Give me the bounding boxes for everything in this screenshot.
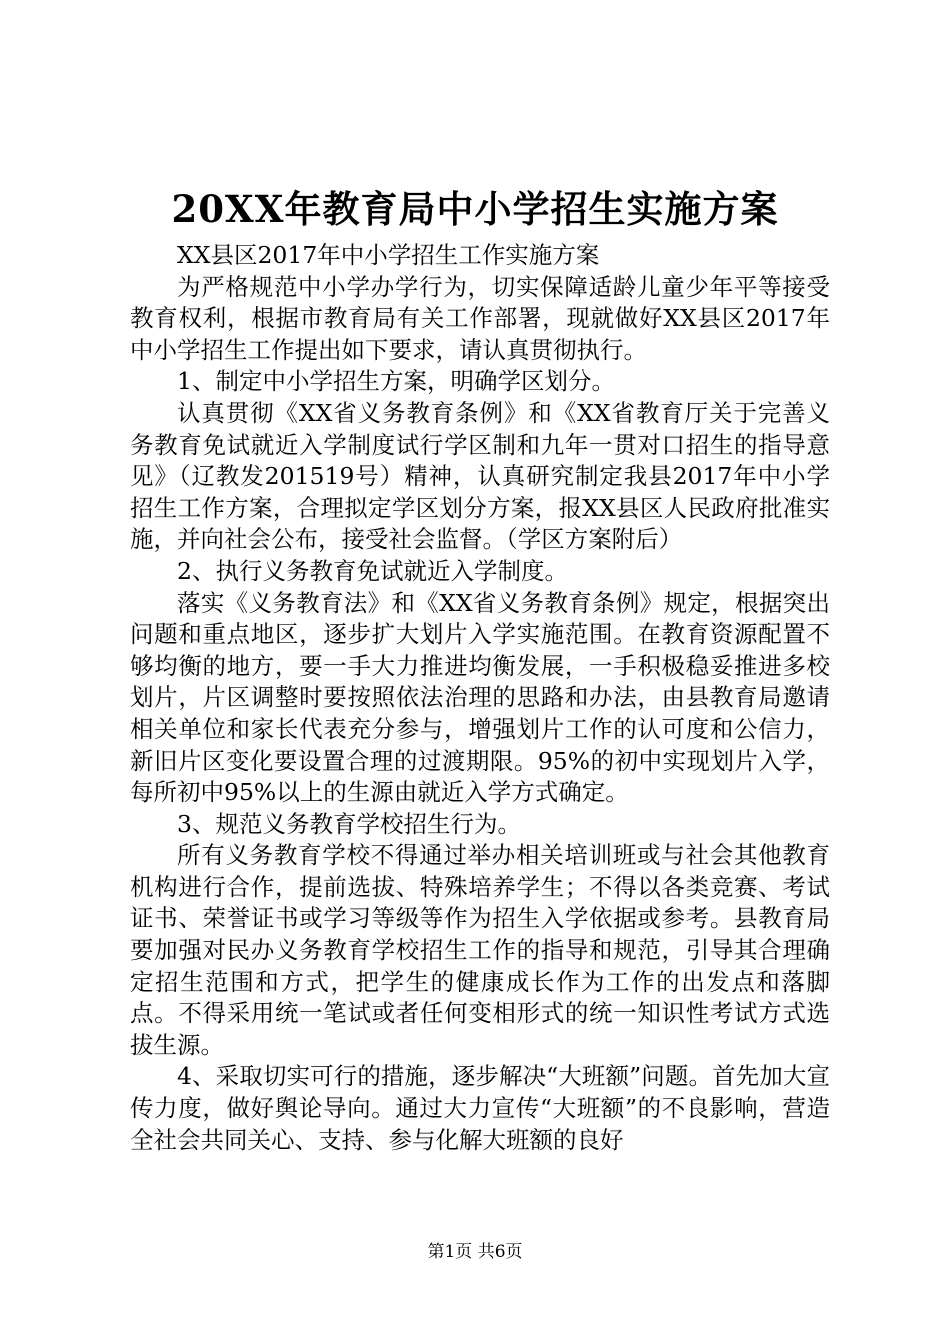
paragraph-section-2: 落实《义务教育法》和《XX省义务教育条例》规定，根据突出问题和重点地区，逐步扩大划片入学实施范围。在教育资源配置不够均衡的地方，要一手大力推进均衡发展，一手积极稳妥推进多校划片，片区调整时要按照依法治理的思路和办法，由县教育局邀请相关单位和家长代表充分参与，增强划片工作的认可度和公信力，新旧片区变化要设置合理的过渡期限。95%的初中实现划片入学，每所初中95%以上的生源由就近入学方式确定。 <box>130 588 830 807</box>
section-heading-2: 2、执行义务教育免试就近入学制度。 <box>177 556 568 585</box>
document-title: 20XX年教育局中小学招生实施方案 <box>171 187 779 231</box>
paragraph-section-4: 4、采取切实可行的措施，逐步解决“大班额”问题。首先加大宣传力度，做好舆论导向。通过大力宣传“大班额”的不良影响，营造全社会共同关心、支持、参与化解大班额的良好 <box>130 1062 830 1154</box>
paragraph-section-3: 所有义务教育学校不得通过举办相关培训班或与社会其他教育机构进行合作，提前选拔、特殊培养学生；不得以各类竞赛、考试证书、荣誉证书或学习等级等作为招生入学依据或参考。县教育局要加强对民办义务教育学校招生工作的指导和规范，引导其合理确定招生范围和方式，把学生的健康成长作为工作的出发点和落脚点。不得采用统一笔试或者任何变相形式的统一知识性考试方式选拔生源。 <box>130 841 830 1059</box>
document-body <box>130 240 830 1156</box>
section-heading-3: 3、规范义务教育学校招生行为。 <box>177 809 521 838</box>
paragraph-subtitle: XX县区2017年中小学招生工作实施方案 <box>177 241 600 269</box>
section-heading-1: 1、制定中小学招生方案，明确学区划分。 <box>177 367 615 396</box>
paragraph-intro: 为严格规范中小学办学行为，切实保障适龄儿童少年平等接受教育权利，根据市教育局有关工作部署，现就做好XX县区2017年中小学招生工作提出如下要求，请认真贯彻执行。 <box>130 272 830 364</box>
page-number-footer: 第1页 共6页 <box>427 1242 523 1262</box>
paragraph-section-1: 认真贯彻《XX省义务教育条例》和《XX省教育厅关于完善义务教育免试就近入学制度试行学区制和九年一贯对口招生的指导意见》（辽教发201519号）精神，认真研究制定我县2017年中小学招生工作方案，合理拟定学区划分方案，报XX县区人民政府批准实施，并向社会公布，接受社会监督。（学区方案附后） <box>130 398 830 554</box>
